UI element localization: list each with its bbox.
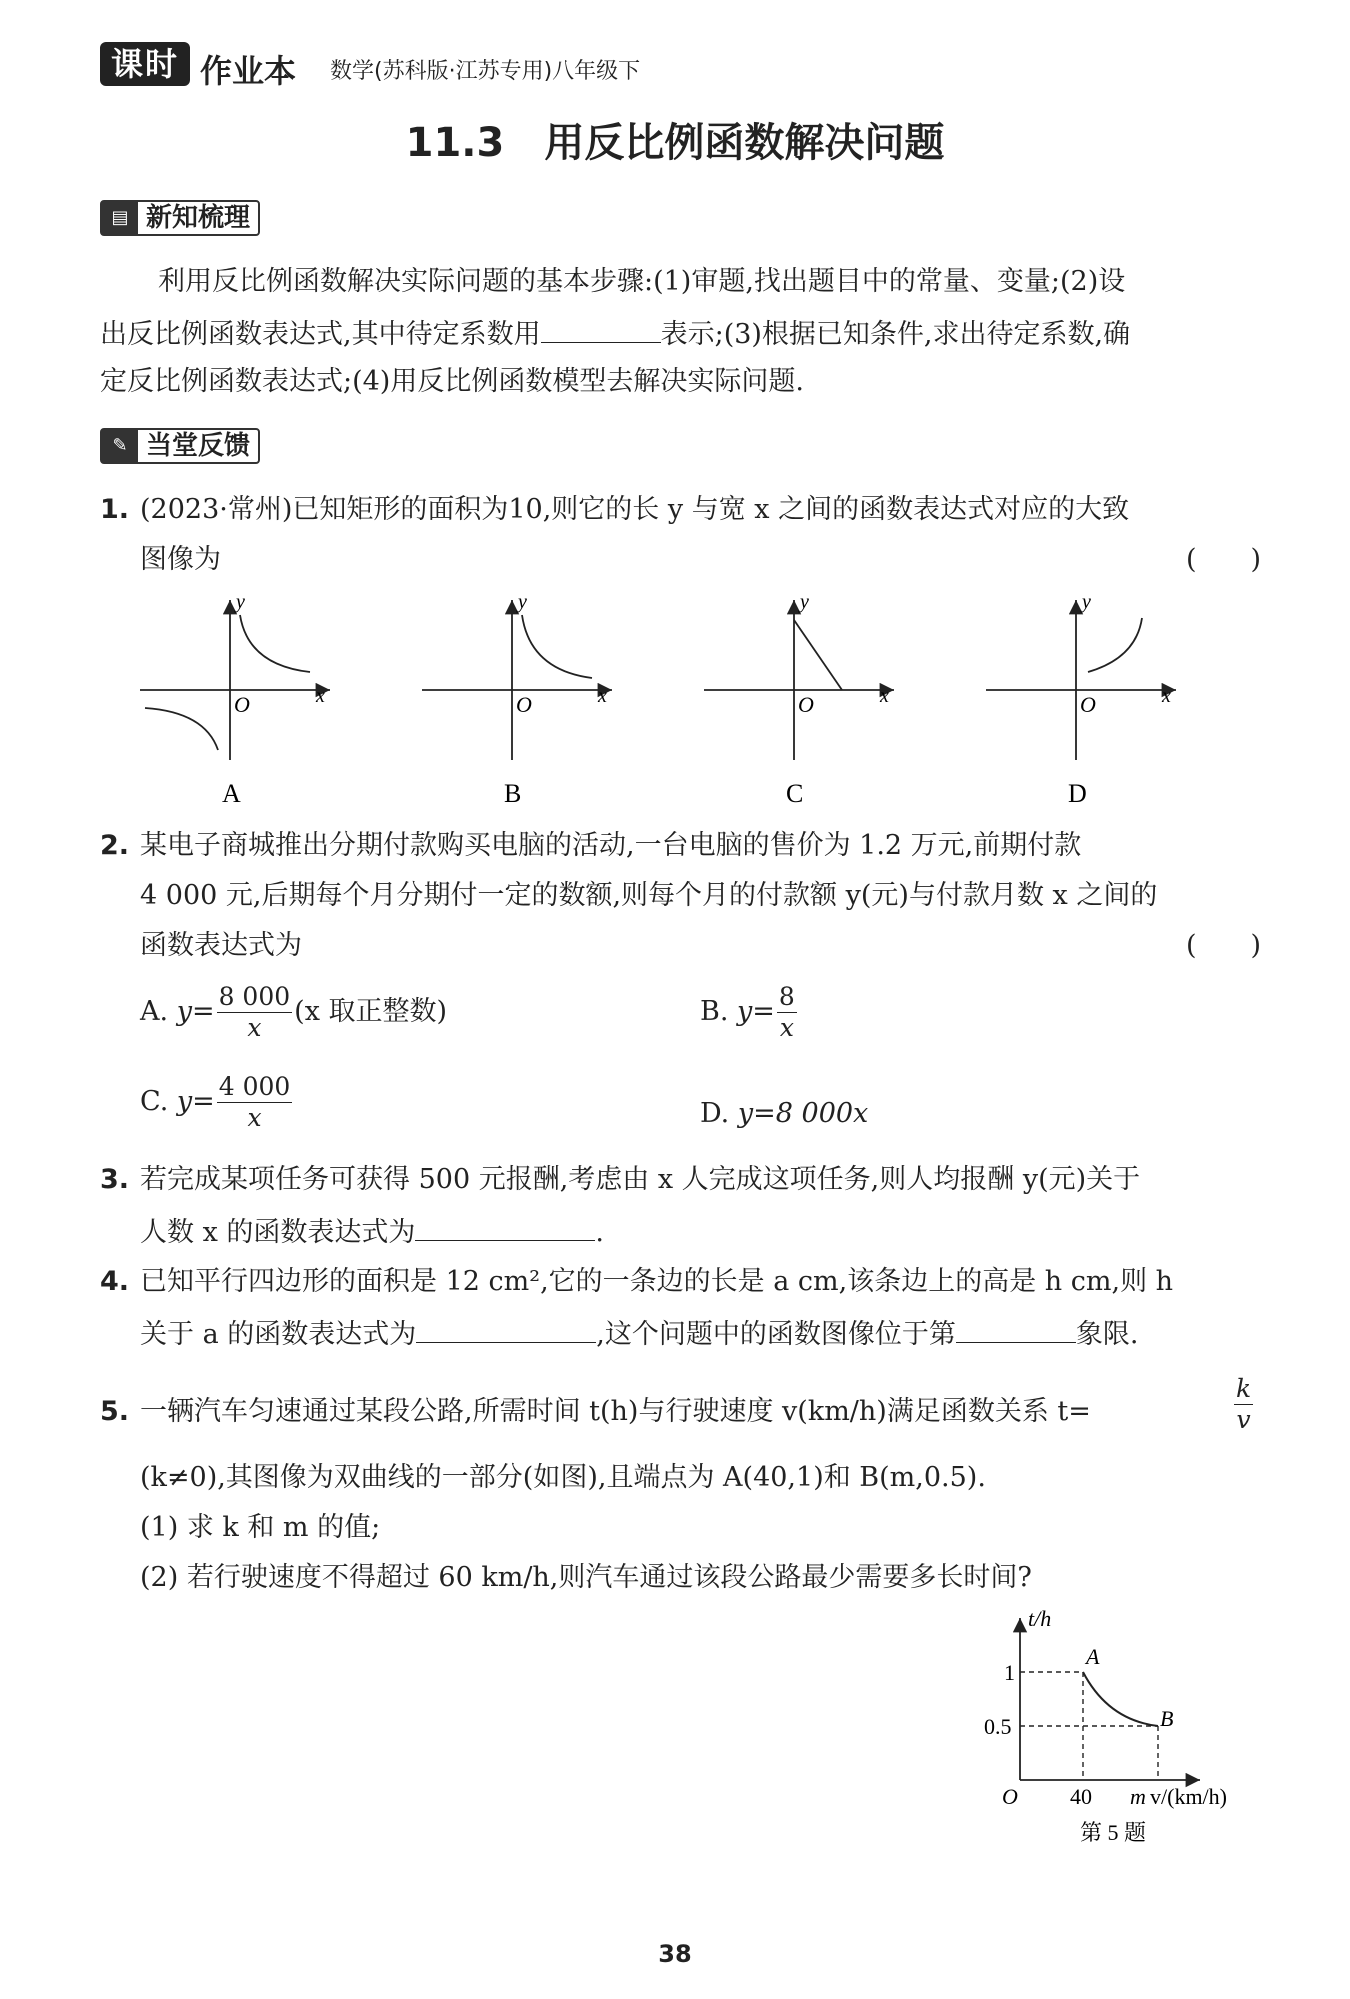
q2-option-a-fraction: [217, 982, 293, 1043]
q2-option-c-label: C.: [140, 1086, 169, 1117]
q1-line-1: (2023·常州)已知矩形的面积为10,则它的长 y 与宽 x 之间的函数表达式对应的大致: [140, 494, 1130, 525]
q5-sub-1: (1) 求 k 和 m 的值;: [140, 1512, 381, 1543]
q1-graphs: [130, 590, 1230, 810]
q2-option-b-fraction: [777, 982, 797, 1043]
q2-option-d-label: D.: [700, 1098, 730, 1129]
q2-option-b[interactable]: [700, 982, 799, 1043]
q3-number: 3.: [100, 1164, 130, 1195]
q2-option-c-fraction: [217, 1072, 293, 1133]
q2-number: 2.: [100, 830, 130, 861]
answer-blank[interactable]: [541, 312, 661, 343]
graph-d-caption: D: [1068, 779, 1087, 808]
fig-tick-05: 0.5: [984, 1714, 1012, 1739]
graph-a-y-label: y: [236, 591, 245, 613]
q4-line-2c: 象限.: [1075, 1319, 1139, 1350]
q1-answer-paren[interactable]: ( ): [1186, 544, 1262, 575]
graph-d[interactable]: [986, 591, 1176, 808]
q3-line-2: [140, 1210, 604, 1253]
graph-c-x-label: x: [880, 685, 889, 707]
graph-b-y-label: y: [518, 591, 527, 613]
q1-line-2: 图像为: [140, 544, 221, 575]
graph-d-origin: O: [1080, 692, 1096, 717]
q2-option-b-den: x: [779, 1013, 794, 1042]
q2-option-a-lhs: y=: [176, 996, 215, 1027]
q2-option-a-note: (x 取正整数): [294, 996, 448, 1027]
knowledge-line-1: 利用反比例函数解决实际问题的基本步骤:(1)审题,找出题目中的常量、变量;(2)设: [158, 266, 1126, 297]
knowledge-line-2b: 表示;(3)根据已知条件,求出待定系数,确: [660, 319, 1131, 350]
q5-fraction: [1232, 1374, 1255, 1435]
q5-figure: [960, 1600, 1290, 1850]
q2-option-c[interactable]: [140, 1072, 294, 1133]
q5-sub-2: (2) 若行驶速度不得超过 60 km/h,则汽车通过该段公路最少需要多长时间?: [140, 1562, 1032, 1593]
graph-c-caption: C: [786, 779, 804, 808]
q4-line-1: 已知平行四边形的面积是 12 cm²,它的一条边的长是 a cm,该条边上的高是 h cm,则 h: [140, 1266, 1174, 1297]
pencil-icon: ✎: [102, 430, 138, 462]
q2-option-b-label: B.: [700, 996, 729, 1027]
q1-number: 1.: [100, 494, 130, 525]
graph-a-origin: O: [234, 692, 250, 717]
graph-c-y-label: y: [800, 591, 809, 613]
q2-answer-paren[interactable]: ( ): [1186, 930, 1262, 961]
feedback-heading: [100, 428, 260, 464]
q2-option-d-text: y=8 000x: [737, 1098, 869, 1129]
graph-a[interactable]: [140, 591, 330, 808]
fig-point-a: A: [1086, 1644, 1100, 1669]
q5-number: 5.: [100, 1396, 130, 1427]
q5-frac-num: k: [1236, 1374, 1252, 1403]
fig-origin: O: [1002, 1784, 1018, 1809]
q5-frac-den: v: [1236, 1405, 1251, 1434]
new-knowledge-heading-text: 新知梳理: [146, 203, 251, 233]
knowledge-line-2a: 出反比例函数表达式,其中待定系数用: [100, 319, 541, 350]
q2-option-c-num: 4 000: [218, 1072, 291, 1101]
section-title: 11.3 用反比例函数解决问题: [405, 120, 945, 166]
fig-caption: 第 5 题: [1080, 1820, 1147, 1845]
fig-x-label: v/(km/h): [1150, 1784, 1227, 1809]
fig-tick-40: 40: [1070, 1784, 1092, 1809]
q2-option-c-den: x: [247, 1103, 262, 1132]
q2-line-3: 函数表达式为: [140, 930, 302, 961]
fig-tick-m: m: [1130, 1784, 1146, 1809]
knowledge-line-2: [100, 312, 1130, 355]
q4-line-2b: ,这个问题中的函数图像位于第: [596, 1319, 956, 1350]
q3-line-1: 若完成某项任务可获得 500 元报酬,考虑由 x 人完成这项任务,则人均报酬 y(元)关于: [140, 1164, 1141, 1195]
q4-expression-blank[interactable]: [416, 1312, 596, 1343]
book-icon: ▤: [102, 202, 138, 234]
graph-d-x-label: x: [1162, 685, 1171, 707]
q2-line-2: 4 000 元,后期每个月分期付一定的数额,则每个月的付款额 y(元)与付款月数 x 之间的: [140, 880, 1158, 911]
graph-a-x-label: x: [316, 685, 325, 707]
graph-c-origin: O: [798, 692, 814, 717]
graph-b-x-label: x: [598, 685, 607, 707]
feedback-heading-text: 当堂反馈: [146, 431, 251, 461]
q2-option-a[interactable]: [140, 982, 447, 1043]
q2-option-a-label: A.: [140, 996, 169, 1027]
page-number: 38: [658, 1940, 692, 1968]
fig-point-b: B: [1160, 1706, 1174, 1731]
graph-d-y-label: y: [1082, 591, 1091, 613]
graph-c[interactable]: [704, 591, 894, 808]
q3-answer-blank[interactable]: [415, 1210, 595, 1241]
knowledge-line-3: 定反比例函数表达式;(4)用反比例函数模型去解决实际问题.: [100, 366, 804, 397]
new-knowledge-heading: [100, 200, 260, 236]
q2-option-b-num: 8: [778, 982, 795, 1011]
q3-line-2b: .: [595, 1217, 604, 1248]
header-title: 作业本: [200, 52, 297, 90]
fig-y-label: t/h: [1028, 1606, 1052, 1631]
hyperbola-curve: [1083, 1672, 1158, 1726]
graph-b-origin: O: [516, 692, 532, 717]
graph-b[interactable]: [422, 591, 612, 808]
q4-number: 4.: [100, 1266, 130, 1297]
q2-option-a-den: x: [247, 1013, 262, 1042]
graph-b-caption: B: [504, 779, 522, 808]
header-badge: 课时: [100, 42, 190, 86]
q2-line-1: 某电子商城推出分期付款购买电脑的活动,一台电脑的售价为 1.2 万元,前期付款: [140, 830, 1082, 861]
q4-line-2: [140, 1312, 1138, 1355]
q5-line-2: (k≠0),其图像为双曲线的一部分(如图),且端点为 A(40,1)和 B(m,0.5).: [140, 1462, 986, 1493]
q2-option-c-lhs: y=: [176, 1086, 215, 1117]
q2-option-b-lhs: y=: [737, 996, 775, 1027]
q4-quadrant-blank[interactable]: [956, 1312, 1076, 1343]
fig-tick-1: 1: [1004, 1660, 1015, 1685]
q2-option-d[interactable]: [700, 1094, 868, 1134]
q2-option-a-num: 8 000: [218, 982, 291, 1011]
q5-line-1: 一辆汽车匀速通过某段公路,所需时间 t(h)与行驶速度 v(km/h)满足函数关系 t=: [140, 1396, 1091, 1427]
graph-a-caption: A: [222, 779, 241, 808]
q4-line-2a: 关于 a 的函数表达式为: [140, 1319, 417, 1350]
q3-line-2a: 人数 x 的函数表达式为: [140, 1217, 416, 1248]
header-subtitle: 数学(苏科版·江苏专用)八年级下: [330, 59, 641, 84]
